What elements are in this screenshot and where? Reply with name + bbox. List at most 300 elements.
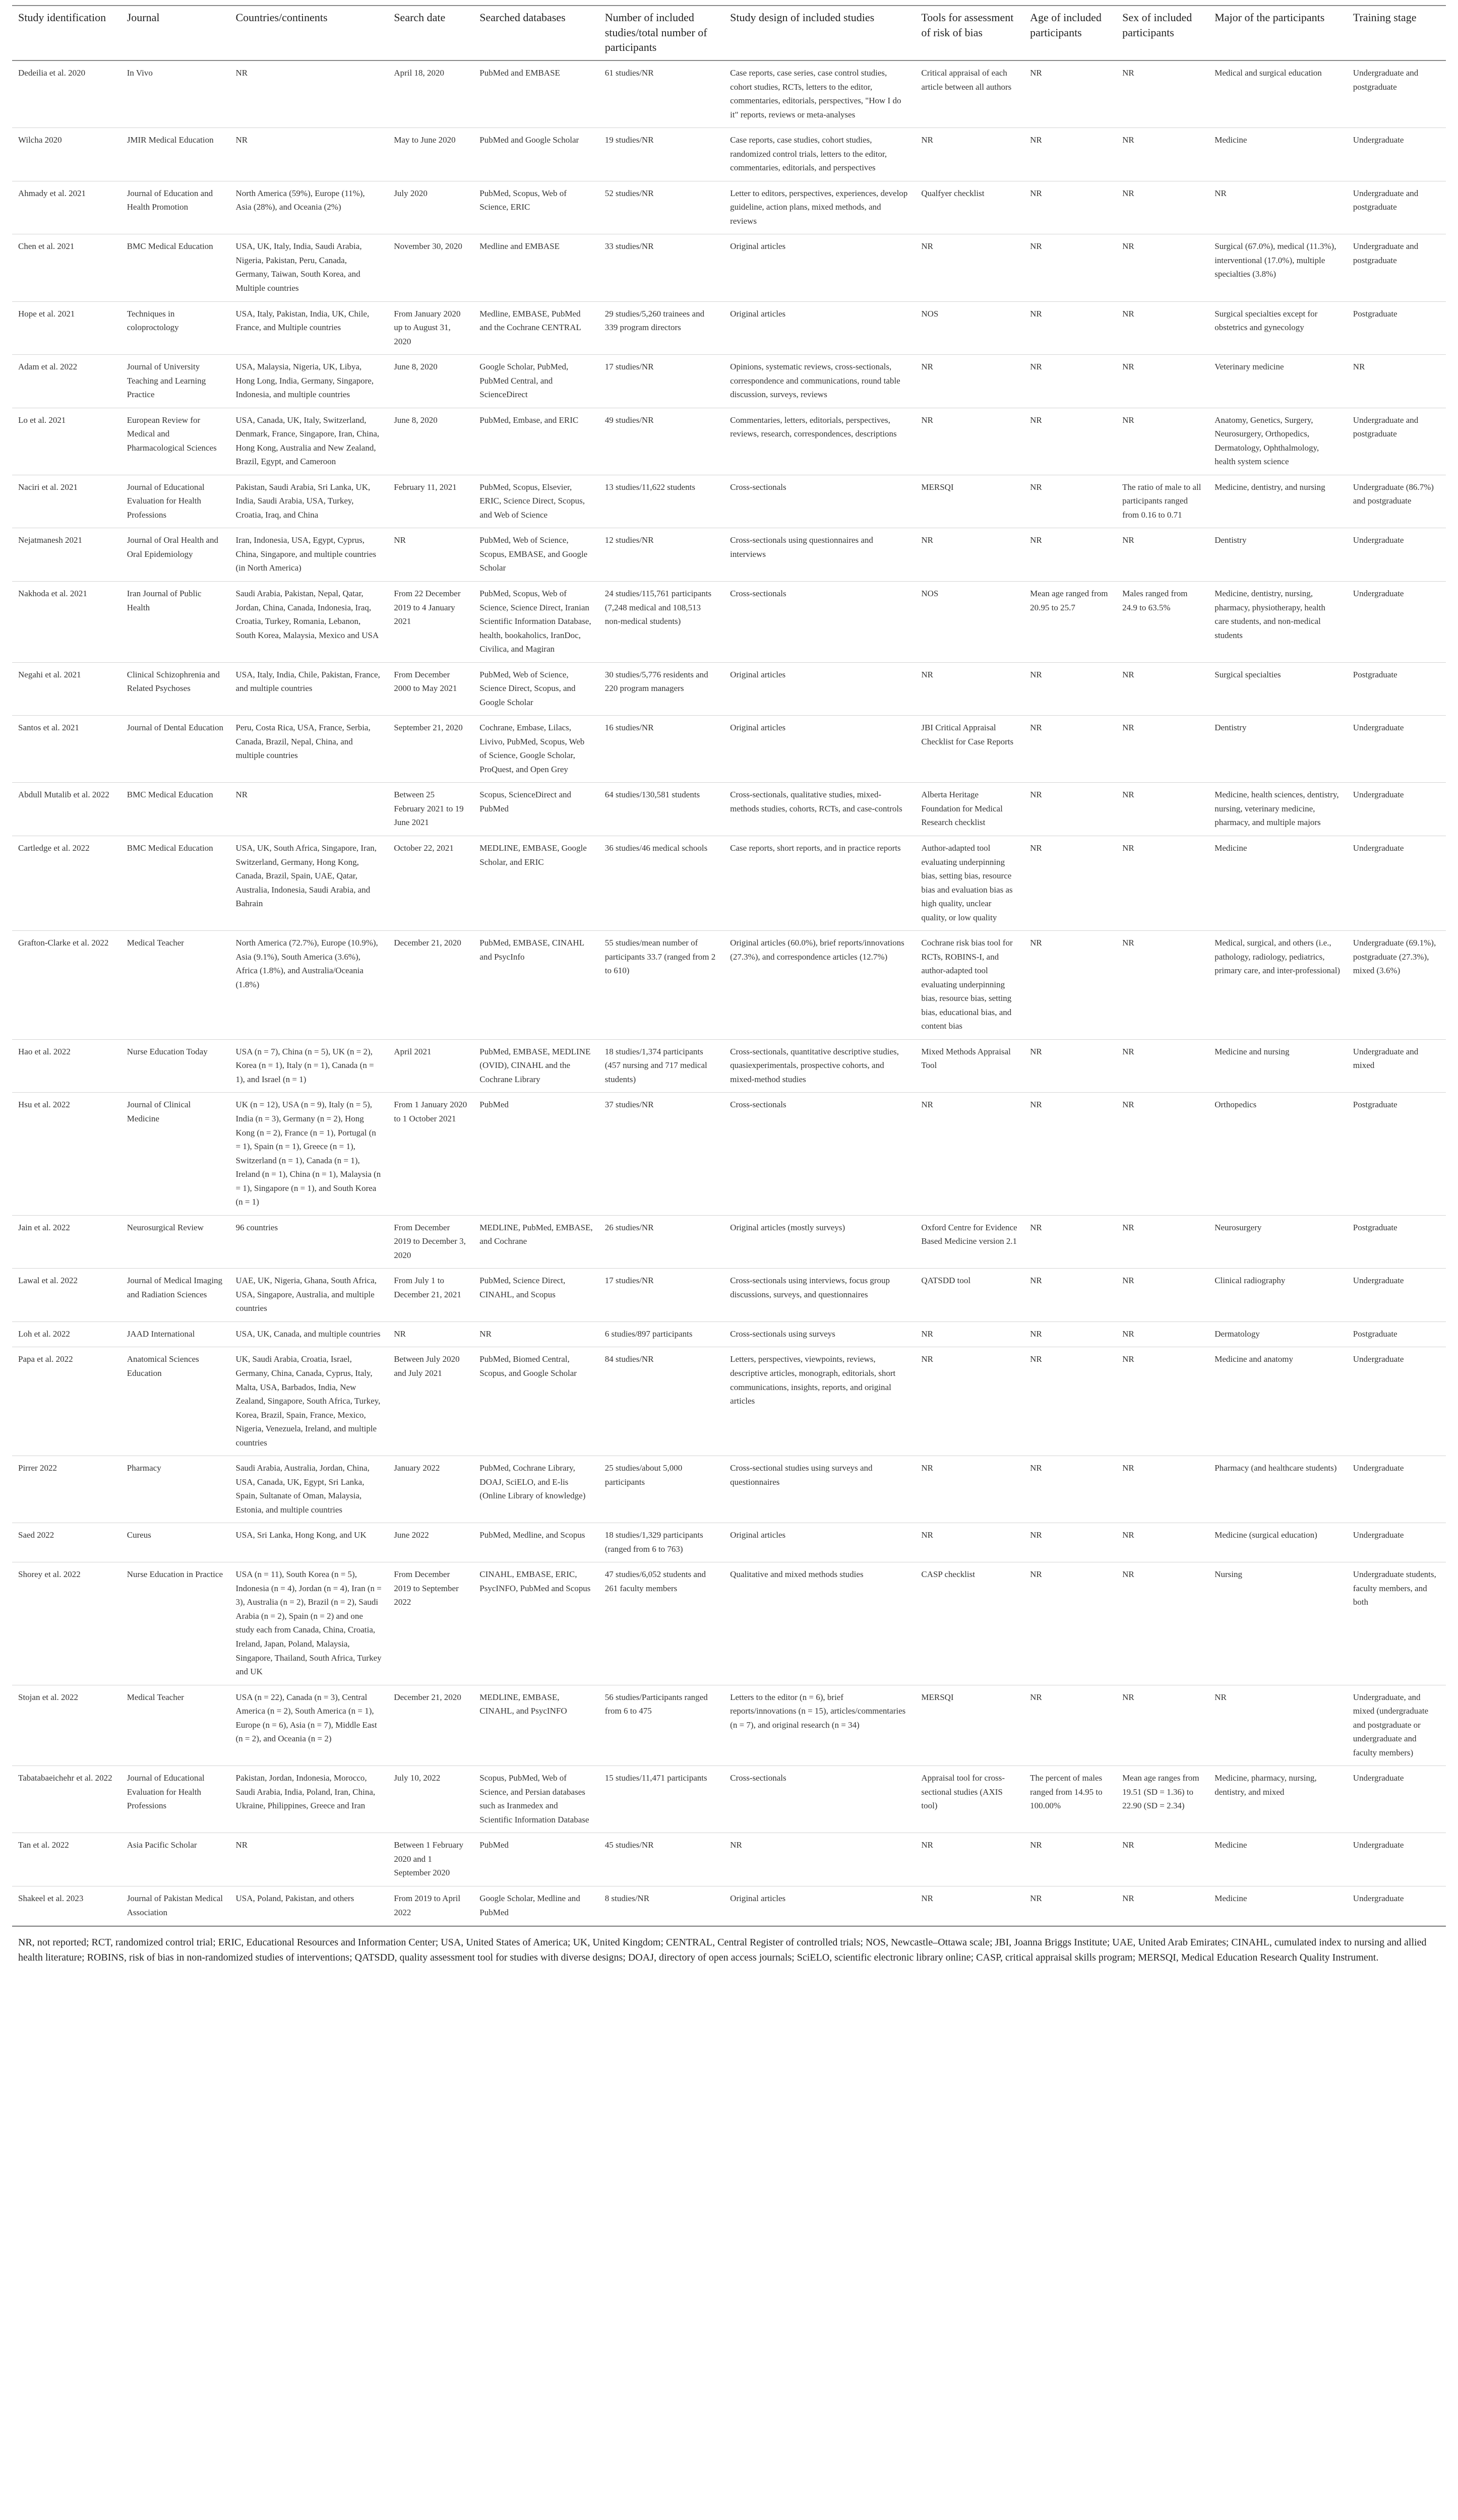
cell-major: NR (1208, 1685, 1347, 1766)
cell-countries: NR (230, 783, 388, 836)
cell-databases: PubMed and EMBASE (473, 60, 598, 128)
cell-major: Nursing (1208, 1562, 1347, 1685)
cell-bias-tools: Author-adapted tool evaluating underpinning bias, setting bias, resource bias and evaluation bias as high quality, unclear quality, or low quality (915, 836, 1024, 930)
cell-study-id: Adam et al. 2022 (12, 355, 121, 408)
cell-search-date: April 2021 (388, 1039, 473, 1093)
cell-training-stage: Undergraduate (1347, 1833, 1446, 1886)
cell-studies-participants: 8 studies/NR (599, 1886, 724, 1925)
cell-studies-participants: 64 studies/130,581 students (599, 783, 724, 836)
cell-age: NR (1024, 1685, 1116, 1766)
cell-bias-tools: MERSQI (915, 475, 1024, 528)
cell-countries: USA (n = 22), Canada (n = 3), Central America (n = 2), South America (n = 1), Europe (n = 6), Asia (n = 7), Middle East (n = 2), and Oceania (n = 2) (230, 1685, 388, 1766)
cell-countries: USA (n = 11), South Korea (n = 5), Indonesia (n = 4), Jordan (n = 4), Iran (n = 3), Australia (n = 2), Brazil (n = 2), Saudi Arabia (n = 2), Spain (n = 2) and one study each from Canada, China, Croatia, Ireland, Japan, Poland, Malaysia, Singapore, Thailand, South Africa, Turkey and UK (230, 1562, 388, 1685)
table-row (12, 234, 1446, 301)
cell-journal: Pharmacy (121, 1456, 230, 1523)
cell-age: NR (1024, 716, 1116, 783)
cell-sex: Males ranged from 24.9 to 63.5% (1116, 582, 1208, 663)
cell-studies-participants: 24 studies/115,761 participants (7,248 medical and 108,513 non-medical students) (599, 582, 724, 663)
cell-databases: MEDLINE, EMBASE, Google Scholar, and ERIC (473, 836, 598, 930)
cell-study-design: Cross-sectionals (724, 1766, 915, 1833)
cell-study-design: Original articles (mostly surveys) (724, 1215, 915, 1269)
cell-journal: Iran Journal of Public Health (121, 582, 230, 663)
cell-countries: USA, Poland, Pakistan, and others (230, 1886, 388, 1925)
cell-search-date: June 8, 2020 (388, 355, 473, 408)
cell-age: NR (1024, 1039, 1116, 1093)
cell-countries: USA, UK, Canada, and multiple countries (230, 1321, 388, 1347)
header-databases: Searched databases (473, 6, 598, 60)
cell-study-design: Commentaries, letters, editorials, perspectives, reviews, research, correspondences, descriptions (724, 408, 915, 475)
cell-study-id: Tabatabaeichehr et al. 2022 (12, 1766, 121, 1833)
table-header (12, 6, 1446, 60)
cell-study-id: Hao et al. 2022 (12, 1039, 121, 1093)
cell-countries: Pakistan, Saudi Arabia, Sri Lanka, UK, India, Saudi Arabia, USA, Turkey, Croatia, Iraq, and China (230, 475, 388, 528)
cell-studies-participants: 52 studies/NR (599, 181, 724, 234)
cell-sex: NR (1116, 1215, 1208, 1269)
cell-journal: JMIR Medical Education (121, 128, 230, 181)
cell-countries: USA, Sri Lanka, Hong Kong, and UK (230, 1523, 388, 1562)
cell-study-design: Cross-sectionals using questionnaires and interviews (724, 528, 915, 582)
cell-databases: Scopus, PubMed, Web of Science, and Persian databases such as Iranmedex and Scientific Information Database (473, 1766, 598, 1833)
cell-bias-tools: NR (915, 1886, 1024, 1925)
cell-study-design: Cross-sectionals using interviews, focus group discussions, surveys, and questionnaires (724, 1269, 915, 1322)
cell-age: NR (1024, 408, 1116, 475)
cell-sex: NR (1116, 662, 1208, 716)
cell-countries: USA, UK, South Africa, Singapore, Iran, Switzerland, Germany, Hong Kong, Canada, Brazil, Spain, UAE, Qatar, Australia, Indonesia, Saudi Arabia, and Bahrain (230, 836, 388, 930)
cell-study-id: Nejatmanesh 2021 (12, 528, 121, 582)
cell-sex: NR (1116, 1833, 1208, 1886)
cell-studies-participants: 15 studies/11,471 participants (599, 1766, 724, 1833)
cell-search-date: From 1 January 2020 to 1 October 2021 (388, 1093, 473, 1215)
cell-sex: NR (1116, 1886, 1208, 1925)
cell-study-design: Cross-sectionals, qualitative studies, mixed-methods studies, cohorts, RCTs, and case-controls (724, 783, 915, 836)
cell-age: NR (1024, 836, 1116, 930)
cell-study-design: Cross-sectionals (724, 582, 915, 663)
cell-bias-tools: NR (915, 1347, 1024, 1456)
cell-training-stage: Undergraduate (1347, 1456, 1446, 1523)
cell-studies-participants: 17 studies/NR (599, 355, 724, 408)
cell-bias-tools: NR (915, 1833, 1024, 1886)
cell-bias-tools: NR (915, 1321, 1024, 1347)
table-row (12, 408, 1446, 475)
cell-countries: NR (230, 60, 388, 128)
cell-age: The percent of males ranged from 14.95 to 100.00% (1024, 1766, 1116, 1833)
cell-age: NR (1024, 1215, 1116, 1269)
cell-bias-tools: NR (915, 128, 1024, 181)
cell-search-date: November 30, 2020 (388, 234, 473, 301)
cell-study-id: Chen et al. 2021 (12, 234, 121, 301)
cell-bias-tools: Alberta Heritage Foundation for Medical Research checklist (915, 783, 1024, 836)
cell-sex: NR (1116, 1523, 1208, 1562)
cell-studies-participants: 19 studies/NR (599, 128, 724, 181)
cell-major: Surgical specialties except for obstetrics and gynecology (1208, 301, 1347, 355)
cell-age: Mean age ranged from 20.95 to 25.7 (1024, 582, 1116, 663)
cell-search-date: June 8, 2020 (388, 408, 473, 475)
cell-bias-tools: NOS (915, 582, 1024, 663)
header-study-identification: Study identification (12, 6, 121, 60)
cell-sex: NR (1116, 355, 1208, 408)
cell-search-date: February 11, 2021 (388, 475, 473, 528)
cell-bias-tools: Critical appraisal of each article between all authors (915, 60, 1024, 128)
cell-bias-tools: Oxford Centre for Evidence Based Medicine version 2.1 (915, 1215, 1024, 1269)
cell-countries: North America (59%), Europe (11%), Asia (28%), and Oceania (2%) (230, 181, 388, 234)
cell-journal: Techniques in coloproctology (121, 301, 230, 355)
cell-studies-participants: 61 studies/NR (599, 60, 724, 128)
cell-studies-participants: 47 studies/6,052 students and 261 faculty members (599, 1562, 724, 1685)
cell-study-design: Case reports, case series, case control studies, cohort studies, RCTs, letters to the editor, commentaries, editorials, perspectives, "How I do it" reports, reviews or meta-analyses (724, 60, 915, 128)
cell-databases: PubMed, Scopus, Elsevier, ERIC, Science Direct, Scopus, and Web of Science (473, 475, 598, 528)
cell-bias-tools: Mixed Methods Appraisal Tool (915, 1039, 1024, 1093)
cell-age: NR (1024, 1093, 1116, 1215)
cell-study-design: Cross-sectionals (724, 1093, 915, 1215)
cell-databases: PubMed, Scopus, Web of Science, Science Direct, Iranian Scientific Information Database, health, bookaholics, IranDoc, Civilica, and Magiran (473, 582, 598, 663)
cell-countries: UK, Saudi Arabia, Croatia, Israel, Germany, China, Canada, Cyprus, Italy, Malta, USA, Barbados, India, New Zealand, Singapore, South Africa, Turkey, Korea, Brazil, Spain, France, Mexico, Nigeria, Venezuela, Ireland, and multiple countries (230, 1347, 388, 1456)
cell-databases: PubMed (473, 1093, 598, 1215)
cell-countries: USA, UK, Italy, India, Saudi Arabia, Nigeria, Pakistan, Peru, Canada, Germany, Taiwan, South Korea, and Multiple countries (230, 234, 388, 301)
cell-study-id: Abdull Mutalib et al. 2022 (12, 783, 121, 836)
cell-sex: NR (1116, 408, 1208, 475)
cell-training-stage: Postgraduate (1347, 1093, 1446, 1215)
cell-search-date: July 2020 (388, 181, 473, 234)
cell-age: NR (1024, 475, 1116, 528)
cell-journal: Journal of Dental Education (121, 716, 230, 783)
cell-databases: NR (473, 1321, 598, 1347)
cell-journal: BMC Medical Education (121, 836, 230, 930)
cell-sex: NR (1116, 1347, 1208, 1456)
cell-search-date: December 21, 2020 (388, 931, 473, 1040)
cell-major: Medicine and nursing (1208, 1039, 1347, 1093)
table-row (12, 60, 1446, 128)
cell-search-date: NR (388, 1321, 473, 1347)
cell-studies-participants: 45 studies/NR (599, 1833, 724, 1886)
table-row (12, 475, 1446, 528)
cell-sex: NR (1116, 836, 1208, 930)
header-search-date: Search date (388, 6, 473, 60)
cell-journal: Journal of Education and Health Promotion (121, 181, 230, 234)
cell-search-date: NR (388, 528, 473, 582)
cell-search-date: Between 1 February 2020 and 1 September 2020 (388, 1833, 473, 1886)
cell-journal: BMC Medical Education (121, 234, 230, 301)
cell-sex: NR (1116, 1456, 1208, 1523)
cell-study-design: Original articles (724, 301, 915, 355)
cell-age: NR (1024, 528, 1116, 582)
table-row (12, 836, 1446, 930)
cell-search-date: Between 25 February 2021 to 19 June 2021 (388, 783, 473, 836)
cell-study-design: Original articles (724, 1886, 915, 1925)
cell-study-id: Wilcha 2020 (12, 128, 121, 181)
cell-major: Medicine (1208, 1833, 1347, 1886)
cell-journal: European Review for Medical and Pharmacological Sciences (121, 408, 230, 475)
cell-training-stage: Undergraduate and mixed (1347, 1039, 1446, 1093)
cell-bias-tools: JBI Critical Appraisal Checklist for Case Reports (915, 716, 1024, 783)
cell-sex: Mean age ranges from 19.51 (SD = 1.36) to 22.90 (SD = 2.34) (1116, 1766, 1208, 1833)
cell-training-stage: Undergraduate and postgraduate (1347, 60, 1446, 128)
header-studies-participants: Number of included studies/total number of participants (599, 6, 724, 60)
cell-databases: Scopus, ScienceDirect and PubMed (473, 783, 598, 836)
cell-study-design: Letters to the editor (n = 6), brief reports/innovations (n = 15), articles/commentaries (n = 7), and original research (n = 34) (724, 1685, 915, 1766)
cell-search-date: From July 1 to December 21, 2021 (388, 1269, 473, 1322)
cell-study-id: Papa et al. 2022 (12, 1347, 121, 1456)
cell-study-design: Letters, perspectives, viewpoints, reviews, descriptive articles, monograph, editorials, short communications, insights, reports, and original articles (724, 1347, 915, 1456)
table-row (12, 1093, 1446, 1215)
cell-databases: PubMed, Scopus, Web of Science, ERIC (473, 181, 598, 234)
cell-study-id: Saed 2022 (12, 1523, 121, 1562)
cell-journal: Journal of Educational Evaluation for Health Professions (121, 1766, 230, 1833)
cell-training-stage: Undergraduate (86.7%) and postgraduate (1347, 475, 1446, 528)
cell-age: NR (1024, 1321, 1116, 1347)
cell-age: NR (1024, 1833, 1116, 1886)
cell-studies-participants: 29 studies/5,260 trainees and 339 program directors (599, 301, 724, 355)
cell-study-id: Cartledge et al. 2022 (12, 836, 121, 930)
cell-study-design: Cross-sectionals using surveys (724, 1321, 915, 1347)
cell-study-id: Santos et al. 2021 (12, 716, 121, 783)
cell-search-date: From December 2019 to December 3, 2020 (388, 1215, 473, 1269)
cell-databases: PubMed, Biomed Central, Scopus, and Google Scholar (473, 1347, 598, 1456)
table-body (12, 60, 1446, 1925)
cell-sex: NR (1116, 783, 1208, 836)
cell-bias-tools: NR (915, 408, 1024, 475)
cell-countries: Iran, Indonesia, USA, Egypt, Cyprus, China, Singapore, and multiple countries (in North America) (230, 528, 388, 582)
cell-studies-participants: 36 studies/46 medical schools (599, 836, 724, 930)
cell-major: Medicine, health sciences, dentistry, nursing, veterinary medicine, pharmacy, and multiple majors (1208, 783, 1347, 836)
cell-search-date: October 22, 2021 (388, 836, 473, 930)
cell-search-date: September 21, 2020 (388, 716, 473, 783)
table-row (12, 1523, 1446, 1562)
cell-training-stage: Undergraduate (1347, 582, 1446, 663)
table-row (12, 662, 1446, 716)
cell-study-id: Loh et al. 2022 (12, 1321, 121, 1347)
cell-study-id: Lo et al. 2021 (12, 408, 121, 475)
cell-training-stage: Undergraduate (1347, 1269, 1446, 1322)
cell-study-design: Original articles (724, 662, 915, 716)
cell-countries: Pakistan, Jordan, Indonesia, Morocco, Saudi Arabia, India, Poland, Iran, China, Ukraine, Philippines, Greece and Iran (230, 1766, 388, 1833)
cell-bias-tools: QATSDD tool (915, 1269, 1024, 1322)
cell-sex: NR (1116, 1093, 1208, 1215)
cell-studies-participants: 37 studies/NR (599, 1093, 724, 1215)
cell-major: Medicine (1208, 128, 1347, 181)
cell-study-design: Original articles (724, 234, 915, 301)
header-study-design: Study design of included studies (724, 6, 915, 60)
cell-studies-participants: 25 studies/about 5,000 participants (599, 1456, 724, 1523)
cell-major: Surgical specialties (1208, 662, 1347, 716)
cell-studies-participants: 12 studies/NR (599, 528, 724, 582)
cell-training-stage: Undergraduate (1347, 836, 1446, 930)
cell-databases: PubMed, Embase, and ERIC (473, 408, 598, 475)
cell-study-id: Lawal et al. 2022 (12, 1269, 121, 1322)
cell-countries: USA, Canada, UK, Italy, Switzerland, Denmark, France, Singapore, Iran, China, Hong Kong, Australia and New Zealand, Brazil, Egypt, and Cameroon (230, 408, 388, 475)
cell-major: Clinical radiography (1208, 1269, 1347, 1322)
cell-sex: NR (1116, 528, 1208, 582)
cell-study-id: Shakeel et al. 2023 (12, 1886, 121, 1925)
cell-journal: Nurse Education Today (121, 1039, 230, 1093)
cell-sex: NR (1116, 128, 1208, 181)
studies-table (12, 5, 1446, 1926)
header-journal: Journal (121, 6, 230, 60)
cell-major: Dentistry (1208, 528, 1347, 582)
cell-sex: NR (1116, 1269, 1208, 1322)
table-row (12, 1562, 1446, 1685)
cell-databases: CINAHL, EMBASE, ERIC, PsycINFO, PubMed and Scopus (473, 1562, 598, 1685)
cell-studies-participants: 49 studies/NR (599, 408, 724, 475)
cell-journal: BMC Medical Education (121, 783, 230, 836)
cell-major: Medicine (1208, 836, 1347, 930)
cell-journal: Journal of Educational Evaluation for Health Professions (121, 475, 230, 528)
cell-sex: NR (1116, 1039, 1208, 1093)
cell-major: Medicine (surgical education) (1208, 1523, 1347, 1562)
cell-studies-participants: 6 studies/897 participants (599, 1321, 724, 1347)
cell-journal: Cureus (121, 1523, 230, 1562)
cell-age: NR (1024, 783, 1116, 836)
cell-age: NR (1024, 128, 1116, 181)
cell-sex: NR (1116, 181, 1208, 234)
cell-age: NR (1024, 931, 1116, 1040)
cell-training-stage: Undergraduate and postgraduate (1347, 408, 1446, 475)
cell-training-stage: Undergraduate (1347, 1886, 1446, 1925)
table-row (12, 181, 1446, 234)
cell-databases: PubMed, Medline, and Scopus (473, 1523, 598, 1562)
table-row (12, 1215, 1446, 1269)
cell-bias-tools: NR (915, 662, 1024, 716)
cell-studies-participants: 13 studies/11,622 students (599, 475, 724, 528)
cell-study-design: Opinions, systematic reviews, cross-sectionals, correspondence and communications, round table discussion, surveys, reviews (724, 355, 915, 408)
cell-databases: MEDLINE, PubMed, EMBASE, and Cochrane (473, 1215, 598, 1269)
table-row (12, 1456, 1446, 1523)
cell-major: Medicine, dentistry, nursing, pharmacy, physiotherapy, health care students, and non-medical students (1208, 582, 1347, 663)
cell-bias-tools: Qualfyer checklist (915, 181, 1024, 234)
cell-bias-tools: Cochrane risk bias tool for RCTs, ROBINS-I, and author-adapted tool evaluating underpinning bias, resource bias, setting bias, educational bias, and content bias (915, 931, 1024, 1040)
cell-study-id: Jain et al. 2022 (12, 1215, 121, 1269)
cell-training-stage: Undergraduate (1347, 528, 1446, 582)
cell-journal: JAAD International (121, 1321, 230, 1347)
cell-study-design: NR (724, 1833, 915, 1886)
table-row (12, 783, 1446, 836)
cell-countries: Saudi Arabia, Australia, Jordan, China, USA, Canada, UK, Egypt, Sri Lanka, Spain, Sultanate of Oman, Malaysia, Estonia, and multiple countries (230, 1456, 388, 1523)
header-countries: Countries/continents (230, 6, 388, 60)
cell-major: Medicine and anatomy (1208, 1347, 1347, 1456)
cell-bias-tools: NR (915, 1093, 1024, 1215)
cell-journal: In Vivo (121, 60, 230, 128)
cell-databases: Medline, EMBASE, PubMed and the Cochrane CENTRAL (473, 301, 598, 355)
cell-search-date: From December 2000 to May 2021 (388, 662, 473, 716)
cell-study-design: Cross-sectional studies using surveys and questionnaires (724, 1456, 915, 1523)
cell-bias-tools: NR (915, 528, 1024, 582)
cell-study-design: Case reports, short reports, and in practice reports (724, 836, 915, 930)
cell-sex: NR (1116, 1321, 1208, 1347)
cell-age: NR (1024, 1562, 1116, 1685)
cell-countries: Saudi Arabia, Pakistan, Nepal, Qatar, Jordan, China, Canada, Indonesia, Iraq, Croatia, Turkey, Romania, Lebanon, South Korea, Malaysia, Mexico and USA (230, 582, 388, 663)
cell-journal: Anatomical Sciences Education (121, 1347, 230, 1456)
cell-sex: NR (1116, 234, 1208, 301)
header-risk-of-bias-tools: Tools for assessment of risk of bias (915, 6, 1024, 60)
cell-databases: PubMed, Web of Science, Scopus, EMBASE, and Google Scholar (473, 528, 598, 582)
cell-training-stage: Postgraduate (1347, 662, 1446, 716)
cell-search-date: From December 2019 to September 2022 (388, 1562, 473, 1685)
cell-search-date: June 2022 (388, 1523, 473, 1562)
cell-study-id: Hsu et al. 2022 (12, 1093, 121, 1215)
cell-training-stage: Undergraduate (1347, 1347, 1446, 1456)
cell-journal: Journal of Clinical Medicine (121, 1093, 230, 1215)
cell-bias-tools: NR (915, 355, 1024, 408)
cell-databases: PubMed (473, 1833, 598, 1886)
cell-journal: Journal of Pakistan Medical Association (121, 1886, 230, 1925)
cell-training-stage: Postgraduate (1347, 1321, 1446, 1347)
cell-bias-tools: Appraisal tool for cross-sectional studies (AXIS tool) (915, 1766, 1024, 1833)
cell-study-id: Nakhoda et al. 2021 (12, 582, 121, 663)
table-row (12, 1269, 1446, 1322)
cell-studies-participants: 56 studies/Participants ranged from 6 to 475 (599, 1685, 724, 1766)
cell-training-stage: Undergraduate (69.1%), postgraduate (27.3%), mixed (3.6%) (1347, 931, 1446, 1040)
cell-training-stage: Undergraduate (1347, 783, 1446, 836)
cell-studies-participants: 26 studies/NR (599, 1215, 724, 1269)
table-row (12, 128, 1446, 181)
cell-sex: NR (1116, 301, 1208, 355)
cell-age: NR (1024, 301, 1116, 355)
table-row (12, 931, 1446, 1040)
table-footnote: NR, not reported; RCT, randomized control trial; ERIC, Educational Resources and Information Center; USA, United States of America; UK, United Kingdom; CENTRAL, Central Register of controlled trials; NOS, Newcastle–Ottawa scale; JBI, Joanna Briggs Institute; UAE, United Arab Emirates; CINAHL, cumulated index to nursing and allied health literature; ROBINS, risk of bias in non-randomized studies of interventions; QATSDD, quality assessment tool for studies with diverse designs; DOAJ, directory of open access journals; SciELO, scientific electronic library online; CASP, critical appraisal skills program; MERSQI, Medical Education Research Quality Instrument. (12, 1926, 1446, 1965)
cell-databases: PubMed, EMBASE, MEDLINE (OVID), CINAHL and the Cochrane Library (473, 1039, 598, 1093)
cell-journal: Nurse Education in Practice (121, 1562, 230, 1685)
table-row (12, 1685, 1446, 1766)
cell-search-date: January 2022 (388, 1456, 473, 1523)
cell-databases: PubMed, Science Direct, CINAHL, and Scopus (473, 1269, 598, 1322)
cell-bias-tools: NR (915, 1456, 1024, 1523)
cell-training-stage: Undergraduate, and mixed (undergraduate and postgraduate or undergraduate and faculty members) (1347, 1685, 1446, 1766)
cell-age: NR (1024, 234, 1116, 301)
cell-study-design: Cross-sectionals, quantitative descriptive studies, quasiexperimentals, prospective cohorts, and mixed-method studies (724, 1039, 915, 1093)
cell-studies-participants: 17 studies/NR (599, 1269, 724, 1322)
table-row (12, 1886, 1446, 1925)
table-row (12, 716, 1446, 783)
table-row (12, 1039, 1446, 1093)
cell-study-design: Letter to editors, perspectives, experiences, develop guideline, action plans, mixed methods, and reviews (724, 181, 915, 234)
cell-bias-tools: NR (915, 234, 1024, 301)
cell-study-id: Hope et al. 2021 (12, 301, 121, 355)
cell-countries: NR (230, 1833, 388, 1886)
cell-databases: PubMed and Google Scholar (473, 128, 598, 181)
cell-major: Medicine (1208, 1886, 1347, 1925)
cell-studies-participants: 55 studies/mean number of participants 33.7 (ranged from 2 to 610) (599, 931, 724, 1040)
header-major: Major of the participants (1208, 6, 1347, 60)
cell-bias-tools: MERSQI (915, 1685, 1024, 1766)
cell-study-id: Shorey et al. 2022 (12, 1562, 121, 1685)
cell-databases: PubMed, EMBASE, CINAHL and PsycInfo (473, 931, 598, 1040)
cell-training-stage: Postgraduate (1347, 1215, 1446, 1269)
cell-age: NR (1024, 181, 1116, 234)
cell-major: Anatomy, Genetics, Surgery, Neurosurgery, Orthopedics, Dermatology, Ophthalmology, health system science (1208, 408, 1347, 475)
cell-major: Medical, surgical, and others (i.e., pathology, radiology, pediatrics, primary care, and inter-professional) (1208, 931, 1347, 1040)
cell-search-date: May to June 2020 (388, 128, 473, 181)
cell-study-id: Negahi et al. 2021 (12, 662, 121, 716)
cell-major: Pharmacy (and healthcare students) (1208, 1456, 1347, 1523)
cell-study-id: Dedeilia et al. 2020 (12, 60, 121, 128)
cell-major: Orthopedics (1208, 1093, 1347, 1215)
cell-databases: Google Scholar, Medline and PubMed (473, 1886, 598, 1925)
cell-journal: Journal of Oral Health and Oral Epidemiology (121, 528, 230, 582)
cell-study-id: Naciri et al. 2021 (12, 475, 121, 528)
cell-databases: PubMed, Web of Science, Science Direct, Scopus, and Google Scholar (473, 662, 598, 716)
cell-training-stage: Undergraduate students, faculty members, and both (1347, 1562, 1446, 1685)
cell-journal: Asia Pacific Scholar (121, 1833, 230, 1886)
cell-bias-tools: NR (915, 1523, 1024, 1562)
cell-journal: Medical Teacher (121, 1685, 230, 1766)
cell-journal: Journal of Medical Imaging and Radiation Sciences (121, 1269, 230, 1322)
cell-study-id: Ahmady et al. 2021 (12, 181, 121, 234)
cell-age: NR (1024, 60, 1116, 128)
header-row (12, 6, 1446, 60)
cell-study-design: Cross-sectionals (724, 475, 915, 528)
cell-training-stage: Undergraduate (1347, 128, 1446, 181)
cell-major: Surgical (67.0%), medical (11.3%), interventional (17.0%), multiple specialties (3.8%) (1208, 234, 1347, 301)
table-row (12, 1321, 1446, 1347)
